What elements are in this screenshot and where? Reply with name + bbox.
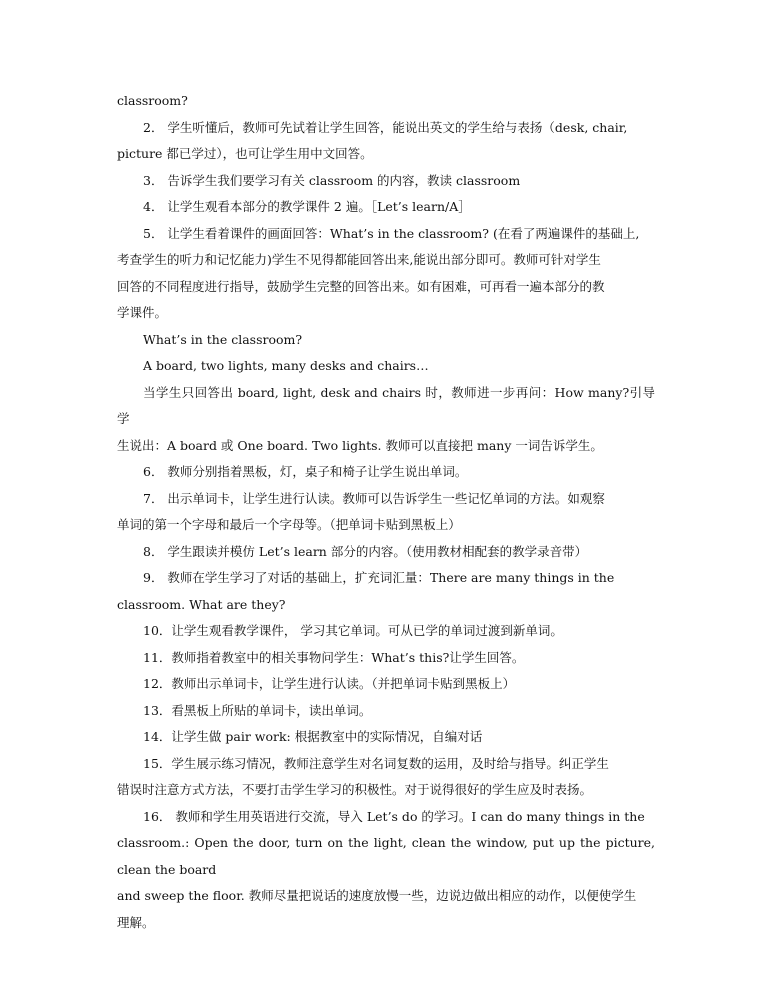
text-line: 错误时注意方式方法，不要打击学生学习的积极性。对于说得很好的学生应及时表扬。: [117, 782, 593, 797]
text-line: 16． 教师和学生用英语进行交流，导入 Let’s do 的学习。I can do many things in the: [143, 808, 645, 824]
text-line: 8． 学生跟读并模仿 Let’s learn 部分的内容。（使用教材相配套的教学录音带）: [143, 543, 588, 559]
text-line: classroom.: Open the door, turn on the light, clean the window, put up the picture, clean the board: [117, 835, 655, 877]
text-line: and sweep the floor. 教师尽量把说话的速度放慢一些，边说边做出相应的动作，以便使学生: [117, 888, 637, 903]
text-line: 学课件。: [117, 305, 168, 320]
text-line: 3． 告诉学生我们要学习有关 classroom 的内容，教读 classroom: [143, 172, 521, 188]
text-line: 回答的不同程度进行指导，鼓励学生完整的回答出来。如有困难，可再看一遍本部分的教: [117, 278, 605, 294]
text-line: 11．教师指着教室中的相关事物问学生：What’s this?让学生回答。: [143, 649, 525, 665]
text-line: classroom. What are they?: [117, 596, 286, 612]
text-line: 10．让学生观看教学课件， 学习其它单词。可从已学的单词过渡到新单词。: [143, 623, 563, 638]
text-line: 7． 出示单词卡，让学生进行认读。教师可以告诉学生一些记忆单词的方法。如观察: [143, 490, 605, 506]
text-line: 理解。: [117, 914, 155, 930]
text-line: 当学生只回答出 board, light, desk and chairs 时，教师进一步再问：How many?引导学: [117, 384, 655, 426]
text-line: 5． 让学生看着课件的画面回答：What’s in the classroom? (在看了两遍课件的基础上,: [143, 225, 640, 241]
text-line: A board, two lights, many desks and chairs…: [143, 358, 429, 373]
text-line: 6． 教师分别指着黑板，灯，桌子和椅子让学生说出单词。: [143, 464, 468, 479]
text-line: What’s in the classroom?: [143, 331, 303, 347]
text-line: 2． 学生听懂后，教师可先试着让学生回答，能说出英文的学生给与表扬（desk, chair,: [143, 119, 628, 135]
text-line: 考查学生的听力和记忆能力)学生不见得都能回答出来,能说出部分即可。教师可针对学生: [117, 252, 601, 267]
text-line: 单词的第一个字母和最后一个字母等。（把单词卡贴到黑板上）: [117, 517, 461, 532]
text-line: picture 都已学过），也可让学生用中文回答。: [117, 146, 373, 161]
text-line: 生说出：A board 或 One board. Two lights. 教师可以直接把 many 一词告诉学生。: [117, 437, 603, 453]
text-line: 14．让学生做 pair work: 根据教室中的实际情况，自编对话: [143, 729, 483, 744]
text-line: 4． 让学生观看本部分的教学课件 2 遍。［Let’s learn/A］: [143, 199, 471, 214]
document-body: [117, 88, 655, 936]
text-line: 13．看黑板上所贴的单词卡，读出单词。: [143, 702, 372, 718]
text-line: 15．学生展示练习情况，教师注意学生对名词复数的运用，及时给与指导。纠正学生: [143, 755, 609, 771]
text-line: classroom?: [117, 93, 188, 108]
text-line: 12．教师出示单词卡，让学生进行认读。（并把单词卡贴到黑板上）: [143, 676, 516, 691]
text-line: 9． 教师在学生学习了对话的基础上，扩充词汇量：There are many things in the: [143, 570, 615, 585]
